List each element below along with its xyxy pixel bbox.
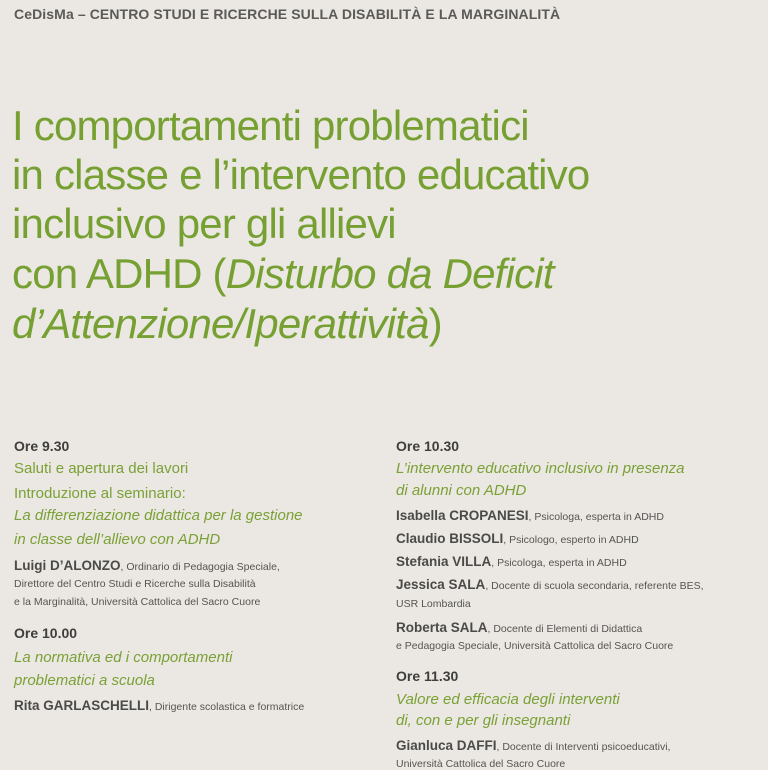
talk-title: La differenziazione didattica per la gestione [14,507,303,524]
session-time: Ore 10.30 [396,438,460,454]
speaker-role: , Docente di scuola secondaria, referente BES, [485,580,704,592]
speaker-name: Isabella CROPANESI [396,508,529,523]
title-line [12,250,554,298]
speaker [14,558,280,573]
talk-title: L’intervento educativo inclusivo in presenza [396,460,685,477]
speaker-name: Rita GARLASCHELLI [14,698,149,713]
speaker-role: , Dirigente scolastica e formatrice [149,701,305,713]
title-line: in classe e l’intervento educativo [12,151,590,198]
speaker-role: , Docente di Elementi di Didattica [487,623,643,635]
talk-title: di, con e per gli insegnanti [396,712,571,729]
title-italic: Disturbo da Deficit [225,250,554,297]
speaker-name: Roberta SALA [396,620,488,635]
speaker [396,738,670,753]
speaker-role: USR Lombardia [396,598,471,610]
speaker [396,620,642,635]
title-text: con ADHD ( [12,250,226,297]
speaker-role: e Pedagogia Speciale, Università Cattolica del Sacro Cuore [396,640,674,652]
talk-title: problematici a scuola [14,672,155,689]
session-time: Ore 10.00 [14,625,78,641]
speaker [396,508,664,523]
title-text: ) [428,300,442,347]
talk-title: di alunni con ADHD [396,482,527,499]
speaker-role: e la Marginalità, Università Cattolica del Sacro Cuore [14,596,261,608]
speaker-name: Stefania VILLA [396,554,492,569]
session-intro: Introduzione al seminario: [14,485,186,502]
speaker [396,531,639,546]
speaker-name: Claudio BISSOLI [396,531,504,546]
speaker-role: , Psicologa, esperta in ADHD [491,557,627,569]
speaker-role: , Psicologa, esperta in ADHD [528,511,664,523]
title-line: inclusivo per gli allievi [12,200,396,247]
speaker-name: Gianluca DAFFI [396,738,497,753]
speaker-role: , Psicologo, esperto in ADHD [503,534,639,546]
speaker [396,577,704,592]
talk-title: in classe dell’allievo con ADHD [14,531,221,548]
session-time: Ore 11.30 [396,668,459,684]
speaker-role: , Docente di Interventi psicoeducativi, [496,741,671,753]
speaker-role: , Ordinario di Pedagogia Speciale, [120,561,280,573]
speaker-name: Jessica SALA [396,577,486,592]
title-italic: d’Attenzione/Iperattività [12,300,429,347]
talk-title: La normativa ed i comportamenti [14,649,233,666]
session-title: Saluti e apertura dei lavori [14,460,189,477]
speaker-name: Luigi D’ALONZO [14,558,121,573]
speaker [14,698,304,713]
speaker-role: Direttore del Centro Studi e Ricerche sulla Disabilità [14,578,256,590]
talk-title: Valore ed efficacia degli interventi [396,691,620,708]
organization-header: CeDisMa – CENTRO STUDI E RICERCHE SULLA DISABILITÀ E LA MARGINALITÀ [14,6,561,22]
speaker [396,554,627,569]
title-line: I comportamenti problematici [12,102,529,149]
session-time: Ore 9.30 [14,438,70,454]
title-line [12,300,442,348]
speaker-role: Università Cattolica del Sacro Cuore [396,758,566,770]
